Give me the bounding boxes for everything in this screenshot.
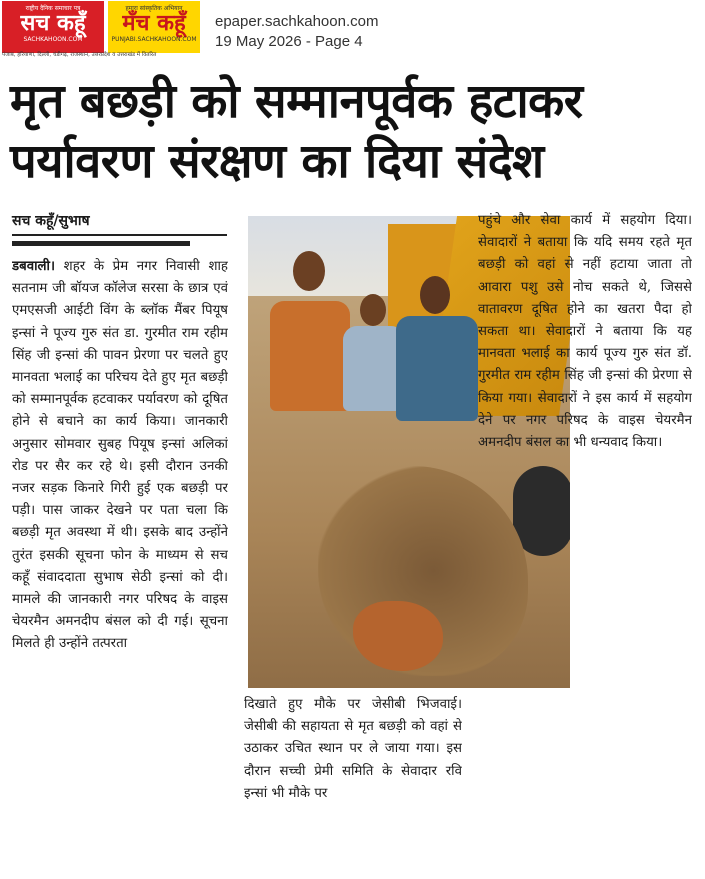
- byline-rule: [12, 234, 227, 236]
- manch-kahoon-logo[interactable]: [108, 1, 200, 53]
- column-1-text: शहर के प्रेम नगर निवासी शाह सतनाम जी बॉयज कॉलेज सरसा के छात्र एवं एमएसजी आईटी विंग के ब्लॉक मैंबर पियूष इन्सां ने पूज्य गुरु संत डा. गुरमीत राम रहीम सिंह जी इन्सां की पावन प्रेरणा पर चलते हुए मानवता भलाई का परिचय देते हुए मृत बछड़ी को सम्मानपूर्वक हटवाकर पर्यावरण को दूषित होने से बचाने का कार्य किया। जानकारी अनुसार सोमवार सुबह पियूष इन्सां अलिकां रोड पर सैर कर रहे थे। इसी दौरान उनकी नजर सड़क किनारे गिरी हुई एक बछड़ी पर पड़ी। पास जाकर देखने पर पता चला कि बछड़ी मृत अवस्था में थी। इसके बाद उन्होंने तुरंत इसकी सूचना फोन के माध्यम से सच कहूँ संवाददाता सुभाष सेठी इन्सां को दी। मामले की जानकारी नगर परिषद के वाइस चेयरमैन अमनदीप बंसल को दी गई। सूचना मिलते ही उन्होंने तत्परता: [12, 259, 228, 652]
- person-3: [396, 316, 478, 421]
- headline-line-2: पर्यावरण संरक्षण का दिया संदेश: [10, 134, 544, 189]
- article-column-3: [478, 210, 692, 870]
- column-3-text: पहुंचे और सेवा कार्य में सहयोग दिया। सेवादारों ने बताया कि यदि समय रहते मृत बछड़ी को वहां से नहीं हटाया जाता तो आवारा पशु उसे नोच सकते थे, जिससे वातावरण दूषित होने का खतरा पैदा हो सकता था। सेवादारों ने बताया कि यह मानवता भलाई का कार्य पूज्य गुरु संत डॉ. गुरमीत राम रहीम सिंह जी इन्सां की प्रेरणा से किया गया। सेवादारों ने इस कार्य में सहयोग देने पर नगर परिषद के वाइस चेयरमैन अमनदीप बंसल का भी धन्यवाद किया।: [478, 213, 692, 451]
- person-1-head: [293, 251, 325, 291]
- headline: [10, 72, 700, 192]
- article-column-1: [12, 256, 228, 866]
- person-3-head: [420, 276, 450, 314]
- article-column-2: [244, 694, 462, 869]
- logo-tagline: राष्ट्रीय दैनिक समाचार पत्र: [25, 5, 81, 12]
- date-page: 19 May 2026 - Page 4: [215, 33, 363, 50]
- logo-site: SACHKAHOON.COM: [23, 36, 83, 43]
- person-1: [270, 301, 350, 411]
- logo-site: PUNJABI.SACHKAHOON.COM: [111, 36, 197, 43]
- site-url[interactable]: epaper.sachkahoon.com: [215, 13, 379, 30]
- editions-line: पंजाब, हरियाणा, दिल्ली, चंडीगढ़, राजस्थान, उत्तरप्रदेश व उत्तराखंड में वितरित: [2, 52, 157, 58]
- byline: सच कहूँ/सुभाष: [12, 213, 90, 229]
- dateline: डबवाली।: [12, 259, 56, 274]
- logo-tagline: हमारा सांस्कृतिक अभियान: [125, 5, 183, 12]
- sach-kahoon-logo[interactable]: [2, 1, 104, 53]
- column-2-text: दिखाते हुए मौके पर जेसीबी भिजवाई। जेसीबी की सहायता से मृत बछड़ी को वहां से उठाकर उचित स्थान पर ले जाया गया। इस दौरान सच्ची प्रेमी समिति के सेवादार रवि इन्सां भी मौके पर: [244, 697, 462, 801]
- masthead: [0, 0, 705, 58]
- byline-rule-thick: [12, 241, 190, 246]
- logo-name: मँच कहूँ: [122, 11, 186, 36]
- headline-line-1: मृत बछड़ी को सम्मानपूर्वक हटाकर: [10, 74, 583, 129]
- logo-name: सच कहूँ: [20, 11, 86, 36]
- epaper-meta: [215, 12, 378, 52]
- person-2-head: [360, 294, 386, 326]
